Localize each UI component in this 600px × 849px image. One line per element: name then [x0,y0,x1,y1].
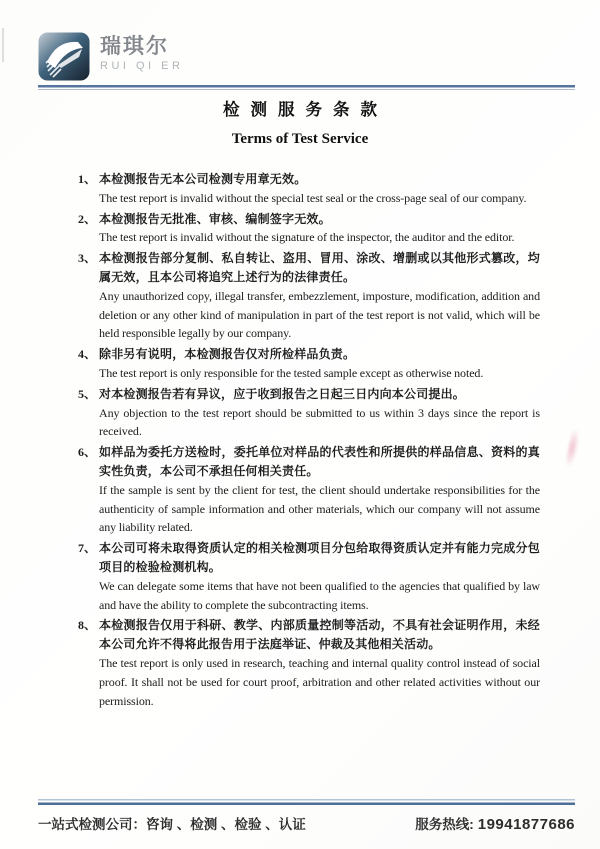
term-text-en: The test report is invalid without the signature of the inspector, the auditor and the editor. [99,230,515,245]
term-item-8 [78,616,540,710]
ruiqier-logo-icon [38,32,90,81]
term-number: 4、 [78,347,97,362]
term-item-1 [78,170,540,208]
seal-bleed-artifact [564,427,582,468]
term-number: 3、 [78,251,97,266]
term-number: 8、 [78,618,97,633]
footer [38,813,575,833]
term-text-zh: 如样品为委托方送检时，委托单位对样品的代表性和所提供的样品信息、资料的真实性负责，本公司不承担任何相关责任。 [99,445,540,478]
term-text-en: The test report is only used in research, teaching and internal quality control instead of social proof. It shall not be used for court proof, arbitration and other related activities without our permission. [99,655,540,708]
hotline-number: 19941877686 [477,816,575,833]
term-item-4 [78,345,540,383]
brand-name-en: RUI QI ER [100,60,184,73]
term-number: 5、 [78,386,97,401]
term-text-zh: 本检测报告无本公司检测专用章无效。 [99,172,307,186]
term-item-6 [78,443,540,537]
page-title-en: Terms of Test Service [231,131,369,147]
term-text-en: Any objection to the test report should be submitted to us within 3 days since the report is received. [99,405,540,439]
footer-hotline [415,813,575,833]
scan-edge-mark [2,28,4,62]
term-number: 7、 [78,541,97,556]
footer-services-text: 一站式检测公司：咨询 、检测 、检验 、认证 [38,817,306,832]
terms-list [78,170,540,712]
header-double-rule [38,85,575,91]
term-text-zh: 本检测报告部分复制、私自转让、盗用、冒用、涂改、增删或以其他形式篡改，均属无效，且本公司将追究上述行为的法律责任。 [99,251,540,284]
footer-double-rule [38,799,575,806]
term-text-zh: 除非另有说明，本检测报告仅对所检样品负责。 [99,347,356,362]
term-text-en: We can delegate some items that have not been qualified to the agencies that qualified by law and have the ability to complete the subcontracting items. [99,578,540,612]
term-item-3 [78,249,540,343]
term-text-zh: 本检测报告无批准、审核、编制签字无效。 [99,211,331,226]
term-text-en: The test report is invalid without the special test seal or the cross-page seal of our company. [99,190,527,205]
term-text-zh: 对本检测报告若有异议，应于收到报告之日起三日内向本公司提出。 [99,386,466,401]
brand-block [100,35,183,72]
brand-name-cn: 瑞琪尔 [100,35,169,58]
term-text-zh: 本公司可将未取得资质认定的相关检测项目分包给取得资质认定并有能力完成分包项目的检验检测机构。 [99,541,540,574]
term-number: 6、 [78,445,97,460]
term-text-zh: 本检测报告仅用于科研、教学、内部质量控制等活动，不具有社会证明作用，未经本公司允许不得将此报告用于法庭举证、仲裁及其他相关活动。 [99,618,540,652]
hotline-label: 服务热线: [415,817,474,832]
term-number: 1、 [78,172,97,186]
term-text-en: The test report is only responsible for the tested sample except as otherwise noted. [99,365,484,380]
header [38,32,575,81]
term-text-en: Any unauthorized copy, illegal transfer, embezzlement, imposture, modification, addition and deletion or any other kind of manipulation in part of the test report is not valid, which will be held responsible legally by our company. [99,288,540,341]
term-item-2 [78,210,540,248]
term-text-en: If the sample is sent by the client for test, the client should undertake responsibilities for the authenticity of sample information and other materials, which our company will not assume any liability related. [99,482,540,535]
term-number: 2、 [78,211,97,226]
term-item-7 [78,539,540,614]
term-item-5 [78,385,540,441]
title-block [0,96,600,148]
page-title-cn: 检测服务条款 [223,100,388,119]
